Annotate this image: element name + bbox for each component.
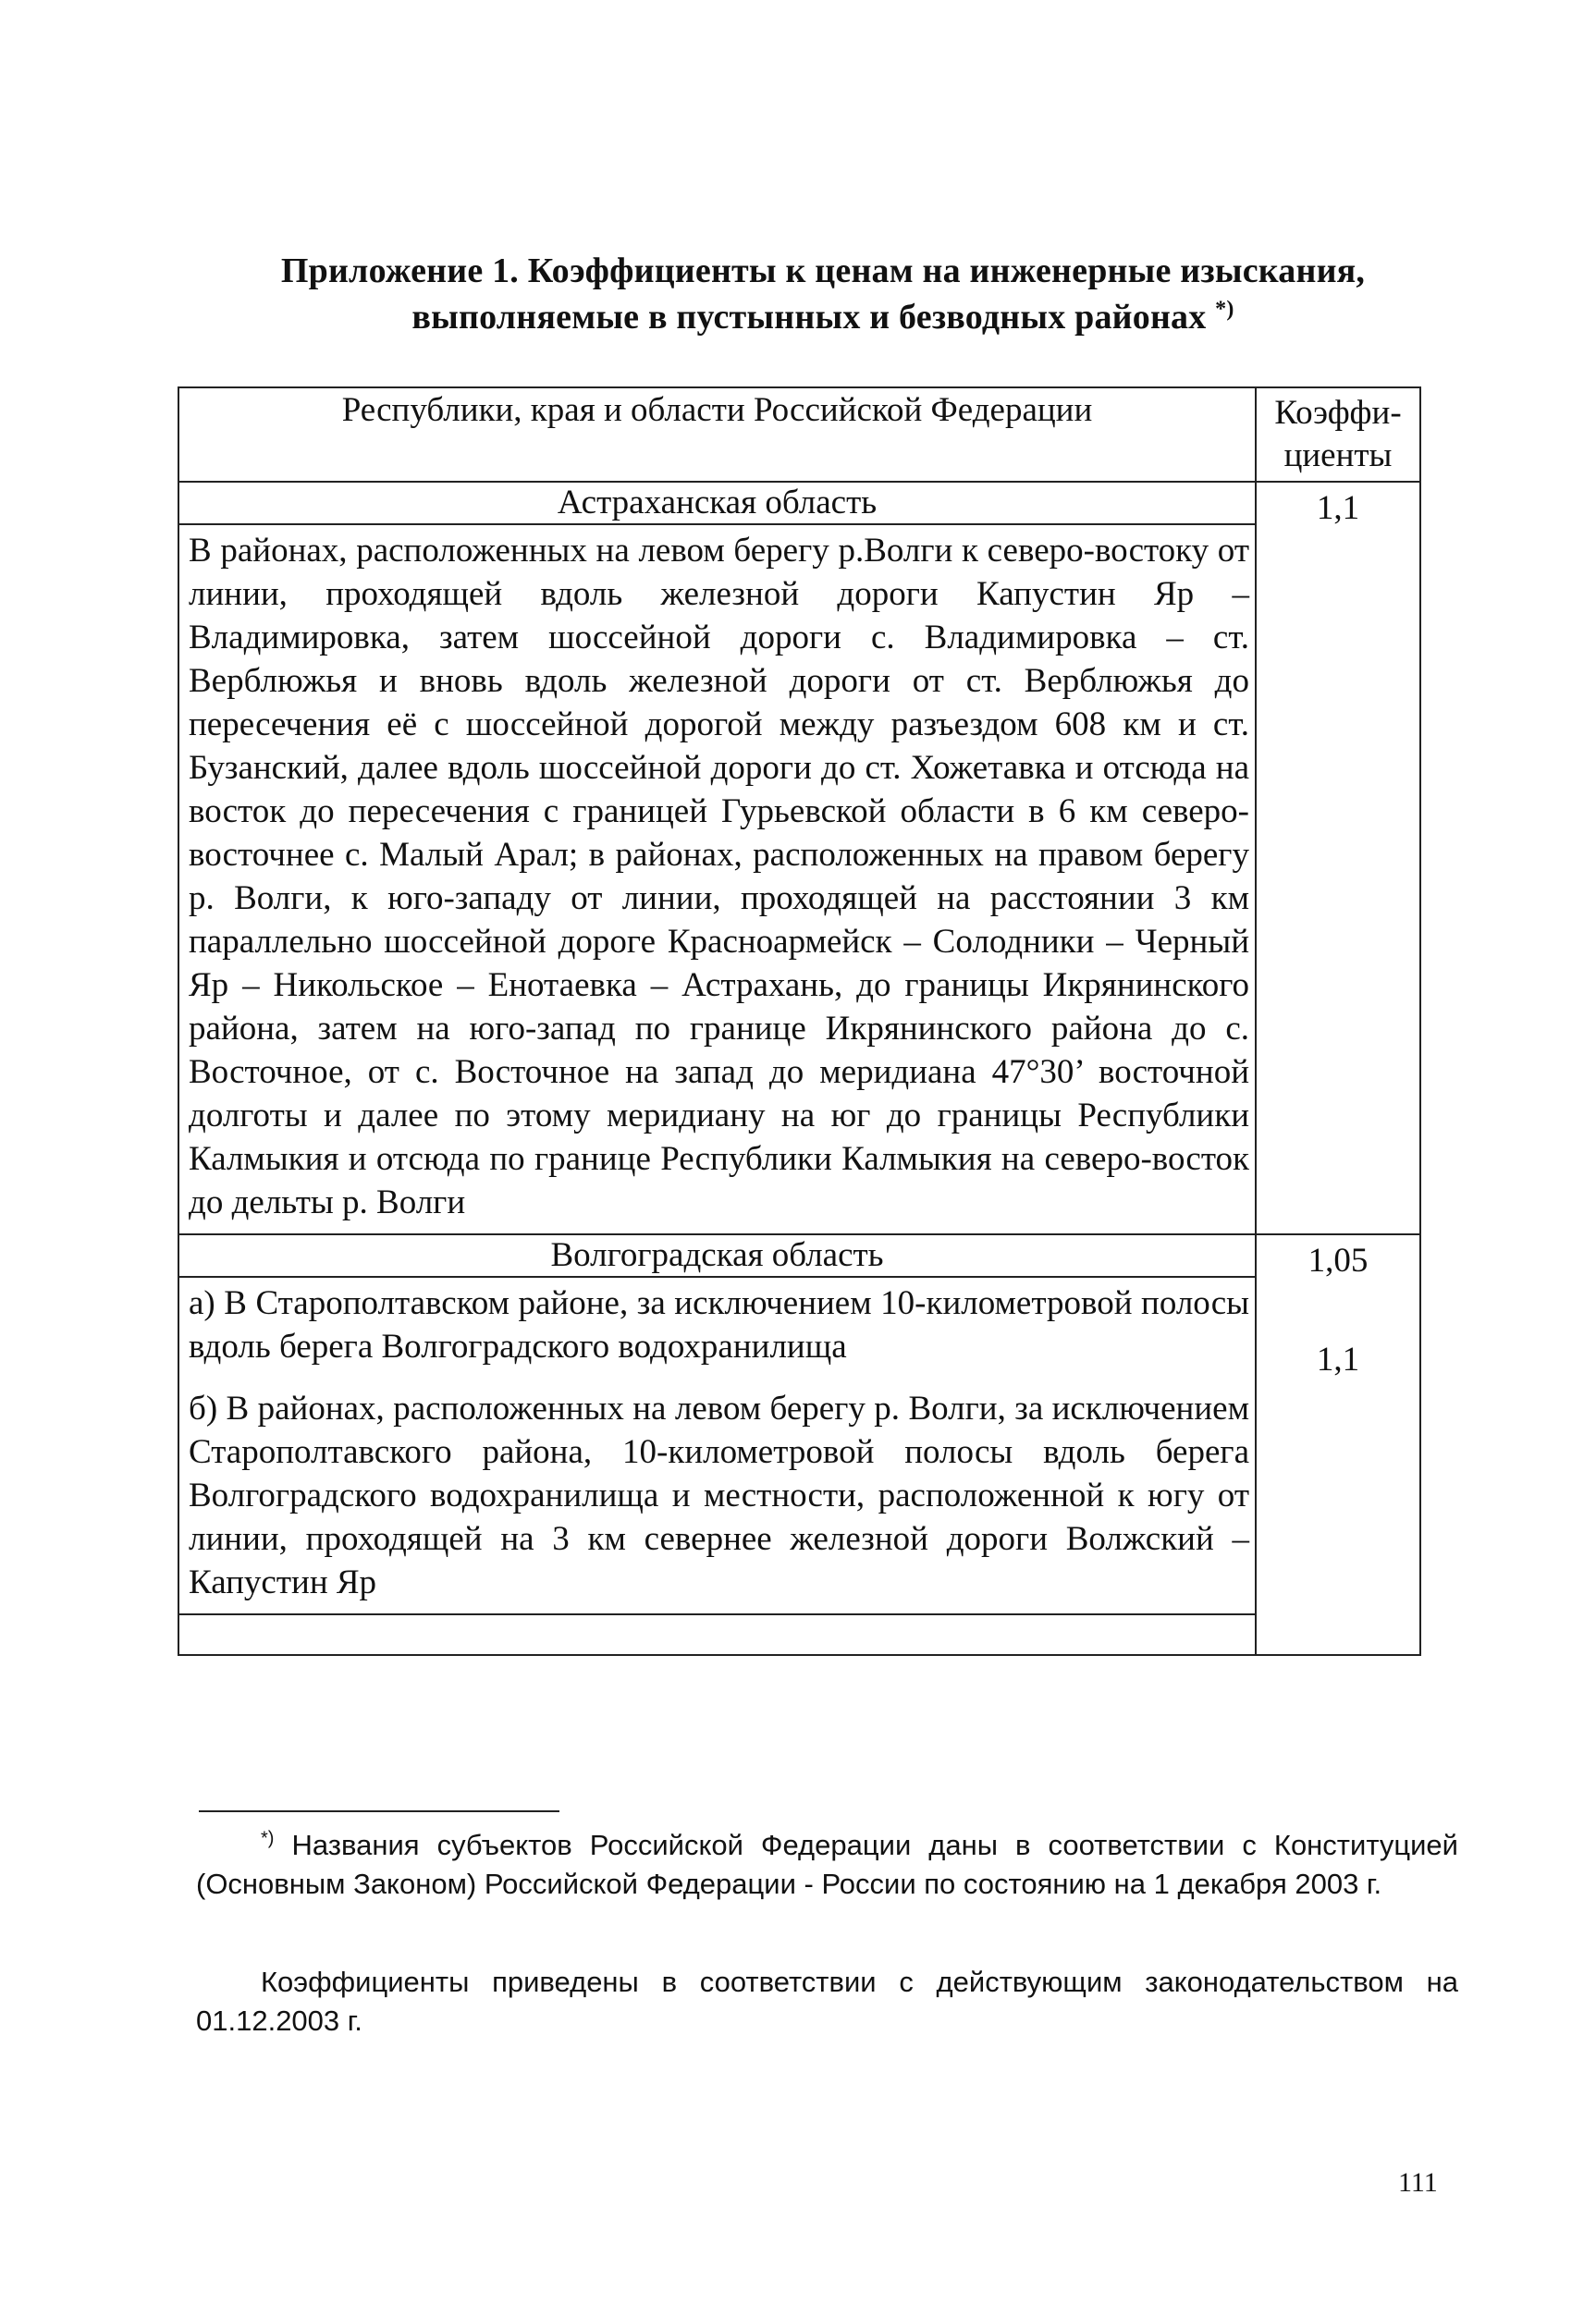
- region-description: В районах, расположенных на левом берегу р.Волги к северо-востоку от линии, проходящей вдоль железной дороги Капустин Яр – Владимировка, затем шоссейной дороги с. Владимировка – ст. Верблюжья и вновь вдоль железной дороги от ст. Верблюжья до пересечения её с шоссейной дорогой между разъездом 608 км и ст. Бузанский, далее вдоль шоссейной дороги до ст. Хожетавка и отсюда на восток до пересечения с границей Гурьевской области в 6 км северо-восточнее с. Малый Арал; в районах, расположенных на правом берегу р. Волги, к юго-западу от линии, проходящей на расстоянии 3 км параллельно шоссейной дороге Красноармейск – Солодники – Черный Яр – Никольское – Енотаевка – Астрахань, до границы Икрянинского района, затем на юго-запад по границе Икрянинского района до с. Восточное, от с. Восточное на запад до меридиана 47°30’ восточной долготы и далее по этому меридиану на юг до границы Республики Калмыкия и отсюда по границе Республики Калмыкия на северо-восток до дельты р. Волги: [178, 524, 1256, 1234]
- table-blank-cell: [178, 1614, 1256, 1655]
- table-row: [178, 524, 1420, 1234]
- table-row: [178, 1277, 1420, 1614]
- value-cell-volgograd: [1256, 1234, 1420, 1655]
- footnote-divider: [199, 1810, 559, 1812]
- region-description: а) В Старополтавском районе, за исключением 10-километровой полосы вдоль берега Волгоградского водохранилища: [189, 1284, 1249, 1366]
- coefficient-value: 1,05: [1307, 1242, 1369, 1280]
- footnote-1-text: Названия субъектов Российской Федерации даны в соответствии с Конституцией (Основным Законом) Российской Федерации - России по состоянию на 1 декабря 2003 г.: [196, 1829, 1458, 1900]
- footnote-1: [196, 1826, 1458, 1904]
- title-line-1: Приложение 1. Коэффициенты к ценам на инженерные изыскания,: [280, 251, 1366, 290]
- value-cell-astrakhan: [1256, 482, 1420, 1234]
- coefficients-table: [178, 386, 1421, 1656]
- page-number: 111: [1398, 2167, 1438, 2198]
- region-description: б) В районах, расположенных на левом берегу р. Волги, за исключением Старополтавского района, 10-километровой полосы вдоль берега Волгоградского водохранилища и местности, расположенной к югу от линии, проходящей на 3 км севернее железной дороги Волжский – Капустин Яр: [189, 1390, 1249, 1601]
- section-title-volgograd: Волгоградская область: [178, 1234, 1256, 1277]
- header-region: Республики, края и области Российской Федерации: [178, 387, 1256, 482]
- coefficient-value: 1,1: [1316, 489, 1360, 527]
- footnote-2: Коэффициенты приведены в соответствии с действующим законодательством на 01.12.2003 г.: [196, 1966, 1458, 2037]
- title-line-2-text: выполняемые в пустынных и безводных районах: [411, 298, 1207, 337]
- table-bottom-row: [178, 1614, 1420, 1655]
- footnote-mark: *): [261, 1828, 275, 1849]
- section-title-astrakhan: Астраханская область: [178, 482, 1256, 524]
- section-row-volgograd: [178, 1234, 1420, 1277]
- title-footnote-mark: *): [1215, 297, 1234, 322]
- coefficient-value: 1,1: [1316, 1341, 1360, 1379]
- table-header-row: [178, 387, 1420, 482]
- appendix-title: [176, 248, 1470, 340]
- header-coefficients: Коэффи-циенты: [1256, 387, 1420, 482]
- region-description-block: [178, 1277, 1256, 1614]
- section-row-astrakhan: [178, 482, 1420, 524]
- title-line-2: [176, 294, 1470, 340]
